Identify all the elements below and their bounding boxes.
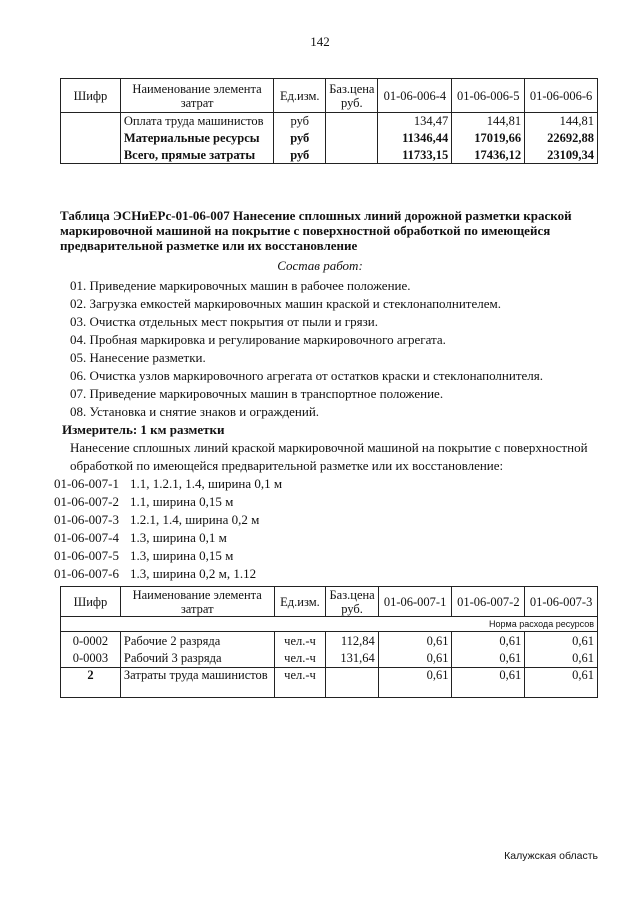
variant-text: 1.3, ширина 0,2 м, 1.12 (130, 566, 257, 581)
row-value: 0,61 (525, 668, 598, 698)
row-value: 22692,88 (525, 130, 598, 147)
row-unit: чел.-ч (274, 632, 326, 650)
row-value: 0,61 (452, 668, 525, 698)
row-unit: руб (274, 147, 326, 164)
variant-code: 01-06-007-4 (54, 530, 119, 545)
row-value: 134,47 (378, 113, 452, 130)
row-unit: чел.-ч (274, 668, 326, 698)
row-name: Всего, прямые затраты (120, 147, 273, 164)
row-price: 112,84 (326, 632, 378, 650)
work-item: 08. Установка и снятие знаков и ограждений. (70, 404, 320, 419)
row-name: Материальные ресурсы (120, 130, 273, 147)
variant-row (54, 476, 282, 492)
work-item: 05. Нанесение разметки. (70, 350, 206, 365)
header-col1: 01-06-006-4 (378, 79, 452, 113)
header-col1: 01-06-007-1 (378, 587, 452, 617)
variant-code: 01-06-007-6 (54, 566, 119, 581)
row-code: 2 (61, 668, 121, 698)
row-unit: чел.-ч (274, 650, 326, 668)
row-value: 17436,12 (452, 147, 525, 164)
row-value: 0,61 (378, 632, 452, 650)
variant-row (54, 548, 233, 564)
table-row (61, 147, 598, 164)
row-value: 0,61 (378, 668, 452, 698)
row-name: Рабочий 3 разряда (120, 650, 274, 668)
table-row (61, 113, 598, 130)
variant-code: 01-06-007-2 (54, 494, 119, 509)
header-col2: 01-06-007-2 (452, 587, 525, 617)
row-code: 0-0002 (61, 632, 121, 650)
work-item: 07. Приведение маркировочных машин в транспортное положение. (70, 386, 444, 401)
work-item: 06. Очистка узлов маркировочного агрегата от остатков краски и стеклонаполнителя. (70, 368, 544, 383)
section-title: Таблица ЭСНиЕРс-01-06-007 Нанесение сплошных линий дорожной разметки краской маркировочной машиной на покрытие с поверхностной обработкой по имеющейся предварительной разметке или их восстановление (60, 208, 572, 253)
variant-text: 1.3, ширина 0,15 м (130, 548, 234, 563)
footer-region: Калужская область (504, 850, 598, 862)
row-name: Оплата труда машинистов (120, 113, 273, 130)
row-price (326, 668, 378, 698)
row-unit: руб (274, 130, 326, 147)
variant-row (54, 512, 259, 528)
table-row (61, 130, 598, 147)
row-price: 131,64 (326, 650, 378, 668)
table-row (61, 650, 598, 668)
variant-text: 1.1, ширина 0,15 м (130, 494, 234, 509)
variant-text: 1.1, 1.2.1, 1.4, ширина 0,1 м (130, 476, 283, 491)
row-unit: руб (274, 113, 326, 130)
row-value: 11346,44 (378, 130, 452, 147)
header-code: Шифр (61, 587, 121, 617)
row-value: 0,61 (525, 632, 598, 650)
page-number: 142 (310, 34, 330, 49)
work-item: 03. Очистка отдельных мест покрытия от пыли и грязи. (70, 314, 378, 329)
description-line: Нанесение сплошных линий краской маркировочной машиной на покрытие с поверхностной (70, 440, 588, 455)
row-value: 0,61 (525, 650, 598, 668)
row-value: 0,61 (452, 650, 525, 668)
variant-text: 1.3, ширина 0,1 м (130, 530, 227, 545)
header-unit: Ед.изм. (274, 587, 326, 617)
variant-text: 1.2.1, 1.4, ширина 0,2 м (130, 512, 260, 527)
cost-table-006 (60, 78, 598, 164)
header-col3: 01-06-007-3 (525, 587, 598, 617)
row-code: 0-0003 (61, 650, 121, 668)
description-line: обработкой по имеющейся предварительной разметке или их восстановление: (70, 458, 504, 473)
variant-row (54, 566, 256, 582)
variant-code: 01-06-007-1 (54, 476, 119, 491)
row-value: 11733,15 (378, 147, 452, 164)
variant-row (54, 530, 227, 546)
variant-row (54, 494, 233, 510)
resource-table-007 (60, 586, 598, 698)
table-row (61, 632, 598, 650)
work-item: 02. Загрузка емкостей маркировочных машин краской и стеклонаполнителем. (70, 296, 501, 311)
header-name: Наименование элемента затрат (120, 587, 274, 617)
row-value: 0,61 (452, 632, 525, 650)
row-value: 144,81 (525, 113, 598, 130)
header-col3: 01-06-006-6 (525, 79, 598, 113)
header-price: Баз.цена руб. (326, 587, 378, 617)
header-price: Баз.цена руб. (326, 79, 378, 113)
variant-code: 01-06-007-3 (54, 512, 119, 527)
row-name: Затраты труда машинистов (120, 668, 274, 698)
header-col2: 01-06-006-5 (452, 79, 525, 113)
variant-code: 01-06-007-5 (54, 548, 119, 563)
meter-label: Измеритель: 1 км разметки (62, 422, 225, 437)
row-value: 17019,66 (452, 130, 525, 147)
row-value: 144,81 (452, 113, 525, 130)
header-unit: Ед.изм. (274, 79, 326, 113)
row-value: 23109,34 (525, 147, 598, 164)
work-item: 04. Пробная маркировка и регулирование маркировочного агрегата. (70, 332, 446, 347)
row-name: Рабочие 2 разряда (120, 632, 274, 650)
header-code: Шифр (61, 79, 121, 113)
work-item: 01. Приведение маркировочных машин в рабочее положение. (70, 278, 411, 293)
norm-label: Норма расхода ресурсов (61, 617, 598, 632)
table-row (61, 668, 598, 698)
work-heading: Состав работ: (277, 258, 363, 273)
row-value: 0,61 (378, 650, 452, 668)
header-name: Наименование элемента затрат (120, 79, 273, 113)
